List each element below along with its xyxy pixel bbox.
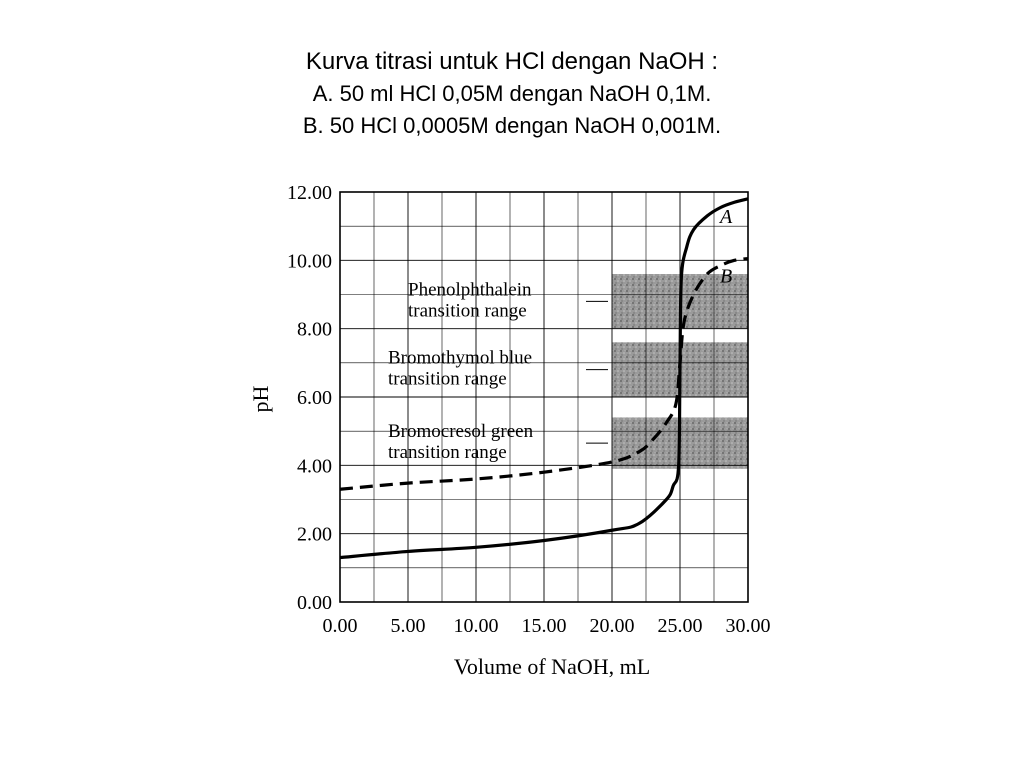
series-label-B: B — [720, 265, 733, 288]
band-label-line1: Bromocresol green — [388, 421, 534, 443]
band-label-line2: transition range — [388, 368, 507, 390]
y-tick-label: 4.00 — [297, 455, 332, 478]
title-line-1: Kurva titrasi untuk HCl dengan NaOH : — [305, 48, 719, 75]
x-axis-label: Volume of NaOH, mL — [453, 654, 651, 679]
slide-title — [0, 46, 1024, 142]
x-tick-label: 10.00 — [453, 615, 499, 637]
series-label-A: A — [720, 205, 733, 228]
y-tick-label: 6.00 — [297, 387, 332, 409]
x-tick-label: 30.00 — [725, 615, 771, 637]
x-tick-label: 25.00 — [657, 615, 703, 637]
band-label-line2: transition range — [388, 442, 507, 464]
band-label-line1: Phenolphthalein — [408, 279, 532, 301]
titration-chart — [230, 170, 790, 690]
y-tick-label: 8.00 — [297, 318, 332, 341]
y-tick-label: 10.00 — [287, 250, 332, 273]
y-tick-label: 2.00 — [297, 523, 332, 546]
x-tick-label: 20.00 — [589, 615, 635, 637]
title-line-2: A. 50 ml HCl 0,05M dengan NaOH 0,1M. — [312, 81, 712, 106]
y-axis-label: pH — [248, 385, 273, 413]
x-tick-label: 0.00 — [322, 615, 358, 637]
x-tick-label: 15.00 — [521, 615, 567, 637]
band-label-line1: Bromothymol blue — [388, 347, 533, 369]
band-label-line2: transition range — [408, 300, 527, 322]
x-tick-label: 5.00 — [390, 615, 426, 637]
title-line-3: B. 50 HCl 0,0005M dengan NaOH 0,001M. — [302, 113, 722, 138]
y-tick-label: 12.00 — [287, 182, 332, 204]
y-tick-label: 0.00 — [297, 592, 332, 614]
